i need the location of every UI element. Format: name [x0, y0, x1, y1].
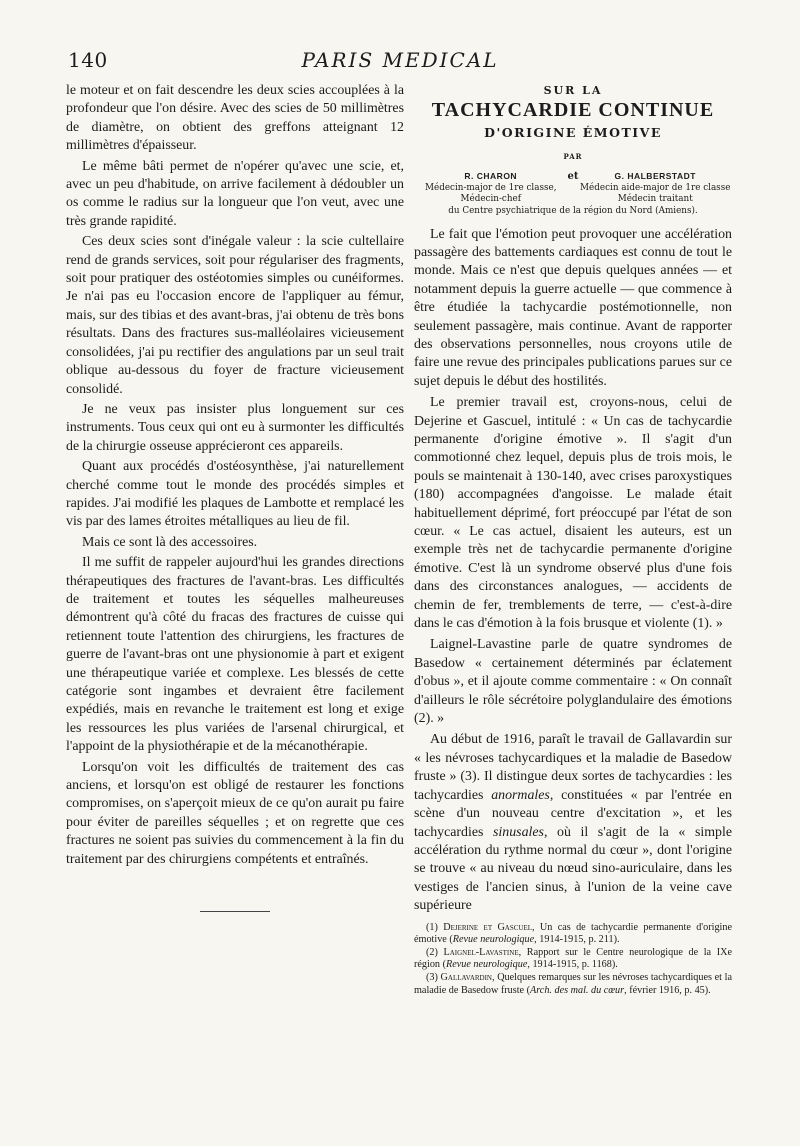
author-charon	[414, 171, 568, 206]
footnotes	[414, 922, 732, 997]
paragraph: le moteur et on fait descendre les deux scies accouplées à la profondeur que l'on désire. Avec des scies de 50 millimètres de diamètre, on obtient des greffons atteignant 12 millimètres d'épaisseur.	[66, 83, 404, 154]
author-name: G. HALBERSTADT	[614, 171, 696, 181]
article-title: TACHYCARDIE CONTINUE	[431, 99, 715, 121]
author-conjunction: et	[567, 171, 579, 182]
author-role: Médecin-chef	[460, 194, 521, 204]
authors	[414, 171, 732, 206]
article-kicker: SUR LA	[543, 84, 603, 97]
author-role: Médecin aide-major de 1re classe	[580, 182, 731, 193]
paragraph: Mais ce sont là des accessoires.	[82, 534, 258, 550]
paragraph: Le premier travail est, croyons-nous, celui de Dejerine et Gascuel, intitulé : « Un cas de tachycardie permanente d'origine émotive ». Il s'agit d'un commotionné chez lequel, depuis plus de trois mois, le pouls se maintenait à 130-140, avec crises paroxystiques (180) accompagnées d'angoisse. Le malade était habituellement déprimé, fort préoccupé par l'état de son cœur. « Le cas actuel, disaient les auteurs, est un exemple très net de tachycardie permanente d'origine émotive. C'est là un syndrome observé plus d'une fois dans des circonstances analogues, — accidents de chemin de fer, tremblements de terre, — c'est-à-dire dans le cas d'émotion à la fois brusque et violente (1). »	[414, 395, 732, 632]
footnote: (2) Laignel-Lavastine, Rapport sur le Centre neurologique de la IXe région (Revue neurologique, 1914-1915, p. 1168).	[414, 946, 732, 971]
footnote: (3) Gallavardin, Quelques remarques sur les névroses tachycardiques et la maladie de Basedow fruste (Arch. des mal. du cœur, février 1916, p. 45).	[414, 972, 732, 996]
page-number: 140	[68, 48, 108, 72]
paragraph: Il me suffit de rappeler aujourd'hui les grandes directions thérapeutiques des fractures de l'avant-bras. Les difficultés de traitement et toutes les séquelles malheureuses démontrent qu'à côté du fracas des fractures de cuisse qui retiennent toute l'attention des chirurgiens, les fractures de guerre de l'avant-bras ont une physionomie à part et exigent une thérapeutique variée et complexe. Les blessés de cette catégorie sont ingambes et devraient être facilement expédiés, mais en revanche le traitement est long et exige les ressources les plus variées de l'arsenal chirurgical, et l'appoint de la physiothérapie et de la mécanothérapie.	[66, 555, 404, 755]
right-column	[414, 82, 732, 998]
running-header: PARIS MEDICAL	[301, 48, 499, 72]
author-halberstadt	[578, 171, 732, 206]
author-role: Médecin-major de 1re classe,	[425, 182, 557, 193]
paragraph: Quant aux procédés d'ostéosynthèse, j'ai naturellement cherché comme tout le monde des procédés simples et rapides. J'ai modifié les plaques de Lambotte et remplacé les vis par des lames étroites métalliques au lieu de fil.	[66, 459, 404, 530]
paragraph: Je ne veux pas insister plus longuement sur ces instruments. Tous ceux qui ont eu à surmonter les difficultés de la chirurgie osseuse apprécieront ces appareils.	[66, 401, 404, 454]
paragraph: Ces deux scies sont d'inégale valeur : la scie cultellaire rend de grands services, soit pour régulariser des fragments, soit pour pratiquer des ostéotomies simples ou cunéiformes. Je n'ai pas eu l'occasion encore de l'appliquer au fémur, mais, sur des tibias et des avant-bras, j'ai obtenu de très bons résultats. Dans des fractures sus-malléolaires vicieusement consolidées, j'ai pu rectifier des angulations par un seul trait oblique au-dessous du foyer de fracture vicieusement consolidé.	[66, 234, 404, 397]
paragraph: Le fait que l'émotion peut provoquer une accélération passagère des battements cardiaques est connu de tout le monde. Mais ce n'est que depuis quelques années — et notamment depuis la guerre actuelle — que commence à être étudiée la tachycardie postémotionnelle, non seulement passagère, mais continue. Avant de rapporter des observations personnelles, nous croyons utile de faire une revue des principales publications parues sur ce sujet depuis le début des hostilités.	[414, 226, 732, 389]
author-role: Médecin traitant	[617, 194, 693, 204]
paragraph: Au début de 1916, paraît le travail de Gallavardin sur « les névroses tachycardiques et la maladie de Basedow fruste » (3). Il distingue deux sortes de tachycardies : les tachycardies anormales, constituées « par l'entrée en scène d'un nouveau centre d'excitation », et les tachycardies sinusales, où il s'agit de la « simple accélération du rythme normal du cœur », dont l'origine se trouve « au niveau du nœud sino-auriculaire, dans les vestiges de l'ancien sinus, à l'union de la veine cave supérieure	[414, 732, 733, 914]
left-column	[66, 82, 404, 912]
paragraph: Laignel-Lavastine parle de quatre syndromes de Basedow « certainement déterminés par éclatement d'obus », et il ajoute comme commentaire : « On connaît d'ailleurs le rôle sécrétoire polyglandulaire des émotions (2). »	[414, 637, 732, 727]
paragraph: Le même bâti permet de n'opérer qu'avec une scie, et, avec un peu d'habitude, on arrive facilement à dédoubler un os comme le radius sur la longueur que l'on veut, avec une très grande rapidité.	[66, 158, 404, 229]
affiliation: du Centre psychiatrique de la région du Nord (Amiens).	[448, 205, 698, 216]
end-rule	[200, 911, 270, 912]
footnote: (1) Dejerine et Gascuel, Un cas de tachycardie permanente d'origine émotive (Revue neurologique, 1914-1915, p. 211).	[414, 921, 732, 945]
byline-par: PAR	[563, 152, 583, 161]
paragraph: Lorsqu'on voit les difficultés de traitement des cas anciens, et lorsqu'on est obligé de restaurer les fonctions compromises, on s'aperçoit mieux de ce qu'on aurait pu faire pour éviter de pareilles séquelles ; et on regrette que ces fractures ne soient pas suivies du commencement à la fin du traitement par des chirurgiens compétents et entraînés.	[66, 759, 404, 867]
author-name: R. CHARON	[464, 171, 518, 181]
article-subtitle: D'ORIGINE ÉMOTIVE	[484, 125, 662, 140]
